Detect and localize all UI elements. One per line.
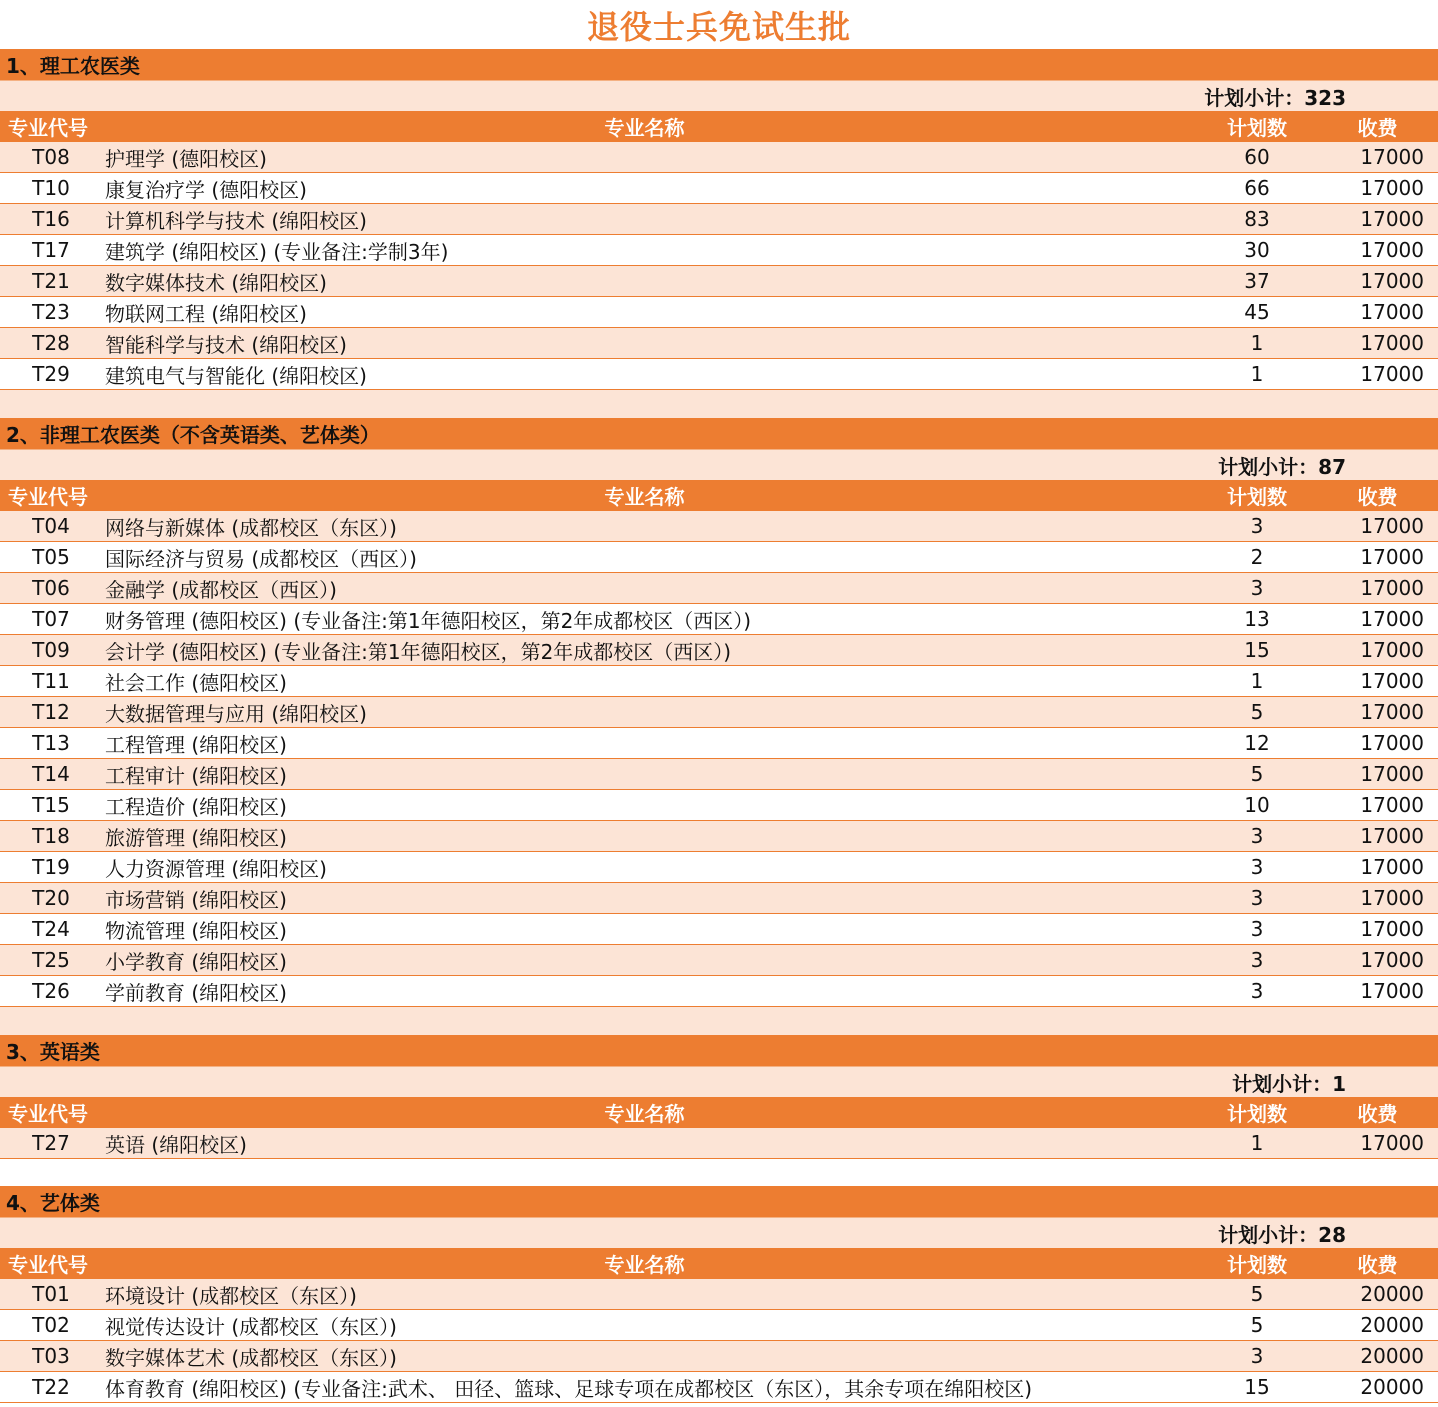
major-code: T22 [32, 1375, 70, 1399]
tuition-fee: 20000 [1360, 1344, 1424, 1368]
tuition-fee: 20000 [1360, 1313, 1424, 1337]
plan-count: 10 [1244, 793, 1270, 817]
tuition-fee: 17000 [1360, 731, 1424, 755]
tuition-fee: 17000 [1360, 576, 1424, 600]
plan-count: 37 [1244, 269, 1270, 293]
tuition-fee: 17000 [1360, 917, 1424, 941]
major-code: T05 [32, 545, 70, 569]
major-code: T17 [32, 238, 70, 262]
major-code: T27 [32, 1131, 70, 1155]
plan-count: 5 [1250, 1282, 1264, 1306]
header-name: 专业名称 [604, 1102, 685, 1126]
plan-count: 1 [1250, 362, 1264, 386]
table-row [0, 1279, 1438, 1310]
plan-count: 3 [1250, 1344, 1264, 1368]
page-title: 退役士兵免试生批 [586, 7, 851, 46]
major-code: T03 [32, 1344, 70, 1368]
tuition-fee: 17000 [1360, 824, 1424, 848]
table-row [0, 297, 1438, 328]
header-name: 专业名称 [604, 1253, 685, 1277]
tuition-fee: 17000 [1360, 207, 1424, 231]
plan-count: 66 [1244, 176, 1270, 200]
major-name: 数字媒体技术 (绵阳校区) [105, 270, 327, 295]
major-code: T04 [32, 514, 70, 538]
header-fee: 收费 [1357, 116, 1398, 140]
header-fee: 收费 [1357, 1253, 1398, 1277]
major-code: T16 [32, 207, 70, 231]
plan-count: 3 [1250, 948, 1264, 972]
major-name: 体育教育 (绵阳校区) (专业备注:武术、 田径、篮球、足球专项在成都校区（东区），其余专项在绵阳校区) [105, 1376, 1033, 1401]
table-row [0, 759, 1438, 790]
plan-count: 1 [1250, 331, 1264, 355]
tuition-fee: 17000 [1360, 545, 1424, 569]
plan-count: 83 [1244, 207, 1270, 231]
plan-subtotal-row [0, 1067, 1438, 1097]
plan-subtotal-row [0, 81, 1438, 111]
column-header-row [0, 1248, 1438, 1279]
major-name: 护理学 (德阳校区) [105, 146, 267, 171]
major-code: T18 [32, 824, 70, 848]
major-name: 小学教育 (绵阳校区) [105, 949, 287, 974]
major-code: T15 [32, 793, 70, 817]
tuition-fee: 17000 [1360, 948, 1424, 972]
major-code: T20 [32, 886, 70, 910]
major-name: 物流管理 (绵阳校区) [105, 918, 287, 943]
major-name: 财务管理 (德阳校区) (专业备注:第1年德阳校区，第2年成都校区（西区）) [105, 608, 752, 633]
plan-subtotal: 计划小计：1 [1232, 1071, 1346, 1096]
plan-count: 30 [1244, 238, 1270, 262]
section-spacer [0, 1007, 1438, 1035]
major-code: T24 [32, 917, 70, 941]
tuition-fee: 17000 [1360, 669, 1424, 693]
tuition-fee: 17000 [1360, 514, 1424, 538]
header-name: 专业名称 [604, 485, 685, 509]
table-row [0, 142, 1438, 173]
plan-subtotal-row [0, 450, 1438, 480]
header-plan-count: 计划数 [1227, 1102, 1287, 1126]
major-name: 学前教育 (绵阳校区) [105, 980, 287, 1005]
plan-count: 3 [1250, 514, 1264, 538]
major-name: 英语 (绵阳校区) [105, 1132, 247, 1157]
tuition-fee: 17000 [1360, 1131, 1424, 1155]
major-name: 工程审计 (绵阳校区) [105, 763, 287, 788]
tuition-fee: 17000 [1360, 762, 1424, 786]
plan-count: 3 [1250, 824, 1264, 848]
major-code: T11 [32, 669, 70, 693]
table-row [0, 235, 1438, 266]
tuition-fee: 17000 [1360, 700, 1424, 724]
table-row [0, 697, 1438, 728]
table-row [0, 173, 1438, 204]
plan-subtotal: 计划小计：28 [1218, 1222, 1346, 1247]
major-code: T19 [32, 855, 70, 879]
plan-count: 5 [1250, 762, 1264, 786]
major-code: T08 [32, 145, 70, 169]
major-code: T25 [32, 948, 70, 972]
plan-count: 5 [1250, 700, 1264, 724]
header-code: 专业代号 [8, 1253, 88, 1277]
header-code: 专业代号 [8, 116, 88, 140]
major-code: T12 [32, 700, 70, 724]
major-name: 物联网工程 (绵阳校区) [105, 301, 307, 326]
table-row [0, 328, 1438, 359]
plan-subtotal: 计划小计：87 [1218, 454, 1346, 479]
category-header: 4、艺体类 [0, 1186, 1438, 1218]
header-code: 专业代号 [8, 1102, 88, 1126]
header-plan-count: 计划数 [1227, 116, 1287, 140]
header-plan-count: 计划数 [1227, 1253, 1287, 1277]
major-name: 环境设计 (成都校区（东区）) [105, 1283, 357, 1308]
major-code: T02 [32, 1313, 70, 1337]
table-row [0, 883, 1438, 914]
tuition-fee: 17000 [1360, 238, 1424, 262]
major-name: 建筑学 (绵阳校区) (专业备注:学制3年) [105, 239, 449, 264]
section-spacer [0, 1159, 1438, 1186]
plan-count: 2 [1250, 545, 1264, 569]
major-name: 计算机科学与技术 (绵阳校区) [105, 208, 367, 233]
major-code: T07 [32, 607, 70, 631]
table-row [0, 542, 1438, 573]
major-name: 旅游管理 (绵阳校区) [105, 825, 287, 850]
tuition-fee: 20000 [1360, 1375, 1424, 1399]
plan-count: 3 [1250, 979, 1264, 1003]
major-name: 金融学 (成都校区（西区）) [105, 577, 337, 602]
header-name: 专业名称 [604, 116, 685, 140]
tuition-fee: 17000 [1360, 145, 1424, 169]
plan-subtotal: 计划小计：323 [1204, 85, 1346, 110]
tuition-fee: 17000 [1360, 300, 1424, 324]
plan-subtotal-row [0, 1218, 1438, 1248]
tuition-fee: 17000 [1360, 331, 1424, 355]
tuition-fee: 20000 [1360, 1282, 1424, 1306]
major-name: 工程造价 (绵阳校区) [105, 794, 287, 819]
table-row [0, 1128, 1438, 1159]
major-code: T09 [32, 638, 70, 662]
plan-count: 3 [1250, 855, 1264, 879]
major-code: T26 [32, 979, 70, 1003]
table-row [0, 511, 1438, 542]
plan-count: 3 [1250, 886, 1264, 910]
tuition-fee: 17000 [1360, 176, 1424, 200]
tuition-fee: 17000 [1360, 855, 1424, 879]
tuition-fee: 17000 [1360, 269, 1424, 293]
plan-count: 12 [1244, 731, 1270, 755]
sections-container [0, 49, 1438, 1403]
tuition-fee: 17000 [1360, 979, 1424, 1003]
major-name: 智能科学与技术 (绵阳校区) [105, 332, 347, 357]
section-spacer [0, 390, 1438, 418]
table-row [0, 359, 1438, 390]
plan-count: 5 [1250, 1313, 1264, 1337]
category-header: 1、理工农医类 [0, 49, 1438, 81]
column-header-row [0, 111, 1438, 142]
header-fee: 收费 [1357, 485, 1398, 509]
table-row [0, 666, 1438, 697]
column-header-row [0, 1097, 1438, 1128]
plan-count: 45 [1244, 300, 1270, 324]
table-row [0, 945, 1438, 976]
tuition-fee: 17000 [1360, 886, 1424, 910]
major-name: 国际经济与贸易 (成都校区（西区）) [105, 546, 417, 571]
table-row [0, 1341, 1438, 1372]
header-code: 专业代号 [8, 485, 88, 509]
major-name: 数字媒体艺术 (成都校区（东区）) [105, 1345, 397, 1370]
major-code: T28 [32, 331, 70, 355]
major-name: 大数据管理与应用 (绵阳校区) [105, 701, 367, 726]
table-row [0, 728, 1438, 759]
table-row [0, 914, 1438, 945]
category-header: 3、英语类 [0, 1035, 1438, 1067]
major-name: 建筑电气与智能化 (绵阳校区) [105, 363, 367, 388]
major-name: 视觉传达设计 (成都校区（东区）) [105, 1314, 397, 1339]
major-name: 人力资源管理 (绵阳校区) [105, 856, 327, 881]
major-code: T13 [32, 731, 70, 755]
table-row [0, 266, 1438, 297]
table-row [0, 852, 1438, 883]
table-row [0, 821, 1438, 852]
plan-count: 15 [1244, 638, 1270, 662]
major-code: T23 [32, 300, 70, 324]
table-row [0, 976, 1438, 1007]
major-name: 网络与新媒体 (成都校区（东区）) [105, 515, 397, 540]
plan-count: 3 [1250, 917, 1264, 941]
major-code: T21 [32, 269, 70, 293]
table-row [0, 790, 1438, 821]
major-code: T14 [32, 762, 70, 786]
plan-count: 15 [1244, 1375, 1270, 1399]
header-plan-count: 计划数 [1227, 485, 1287, 509]
major-code: T10 [32, 176, 70, 200]
tuition-fee: 17000 [1360, 607, 1424, 631]
plan-count: 60 [1244, 145, 1270, 169]
plan-count: 3 [1250, 576, 1264, 600]
column-header-row [0, 480, 1438, 511]
major-name: 社会工作 (德阳校区) [105, 670, 287, 695]
table-row [0, 1310, 1438, 1341]
table-row [0, 573, 1438, 604]
major-code: T01 [32, 1282, 70, 1306]
major-code: T29 [32, 362, 70, 386]
tuition-fee: 17000 [1360, 638, 1424, 662]
plan-count: 1 [1250, 1131, 1264, 1155]
plan-count: 13 [1244, 607, 1270, 631]
table-row [0, 635, 1438, 666]
major-name: 工程管理 (绵阳校区) [105, 732, 287, 757]
major-name: 康复治疗学 (德阳校区) [105, 177, 307, 202]
plan-count: 1 [1250, 669, 1264, 693]
header-fee: 收费 [1357, 1102, 1398, 1126]
major-code: T06 [32, 576, 70, 600]
major-name: 会计学 (德阳校区) (专业备注:第1年德阳校区，第2年成都校区（西区）) [105, 639, 732, 664]
table-row [0, 604, 1438, 635]
tuition-fee: 17000 [1360, 362, 1424, 386]
major-name: 市场营销 (绵阳校区) [105, 887, 287, 912]
table-row [0, 204, 1438, 235]
tuition-fee: 17000 [1360, 793, 1424, 817]
category-header: 2、非理工农医类（不含英语类、艺体类） [0, 418, 1438, 450]
table-row [0, 1372, 1438, 1403]
